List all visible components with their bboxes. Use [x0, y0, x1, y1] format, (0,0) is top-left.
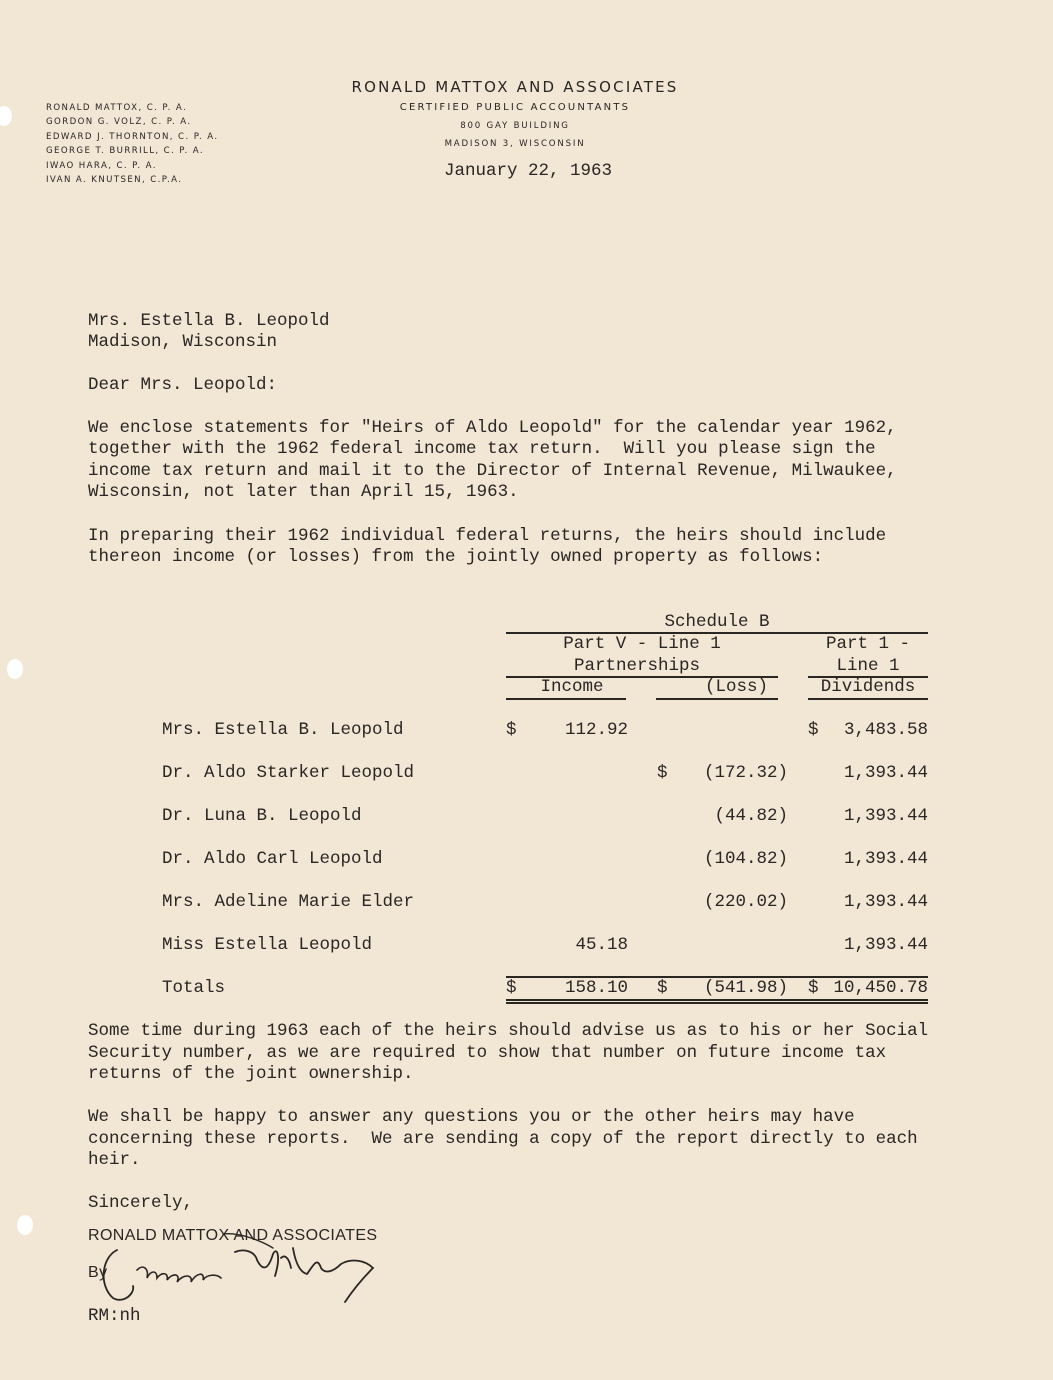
total-income: 158.10	[564, 978, 628, 998]
partner-name: IVAN A. KNUTSEN, C.P.A.	[46, 175, 183, 186]
dividends-dollar-sign: $	[808, 720, 819, 740]
partner-name: IWAO HARA, C. P. A.	[46, 160, 157, 171]
paragraph-1-line: Wisconsin, not later than April 15, 1963.	[88, 482, 519, 502]
paragraph-1-line: income tax return and mail it to the Director of Internal Revenue, Milwaukee,	[88, 461, 897, 481]
loss-value: (44.82)	[714, 806, 788, 826]
income-value: 112.92	[564, 720, 628, 740]
heir-name: Dr. Luna B. Leopold	[162, 806, 362, 826]
total-dividends: 10,450.78	[833, 978, 928, 998]
loss-dollar-sign: $	[657, 978, 668, 998]
part-1-subheading: Line 1	[836, 656, 900, 676]
loss-dollar-sign: $	[657, 763, 668, 783]
dividends-dollar-sign: $	[808, 978, 819, 998]
recipient-city: Madison, Wisconsin	[88, 332, 278, 352]
firm-name: RONALD MATTOX AND ASSOCIATES	[351, 78, 679, 96]
loss-header-rule	[656, 698, 778, 700]
col-dividends-header: Dividends	[820, 677, 916, 697]
income-dollar-sign: $	[506, 978, 517, 998]
partner-name: GEORGE T. BURRILL, C. P. A.	[46, 146, 205, 157]
totals-bottom-rule	[506, 999, 928, 1001]
dividends-value: 3,483.58	[843, 720, 928, 740]
part-v-subheading: Partnerships	[573, 656, 701, 676]
heir-name: Mrs. Estella B. Leopold	[162, 720, 404, 740]
heir-name: Mrs. Adeline Marie Elder	[162, 892, 415, 912]
paragraph-4-line: We shall be happy to answer any questions you or the other heirs may have	[88, 1107, 855, 1127]
handwritten-signature	[95, 1228, 395, 1308]
schedule-title: Schedule B	[664, 612, 770, 632]
paragraph-4-line: heir.	[88, 1150, 141, 1170]
paragraph-3-line: Security number, as we are required to show that number on future income tax	[88, 1043, 887, 1063]
income-header-rule	[506, 698, 626, 700]
dividends-value: 1,393.44	[843, 935, 928, 955]
heir-name: Dr. Aldo Carl Leopold	[162, 849, 383, 869]
salutation: Dear Mrs. Leopold:	[88, 375, 278, 395]
typist-initials: RM:nh	[88, 1306, 141, 1326]
punch-hole-middle	[7, 659, 23, 679]
letter-date: January 22, 1963	[444, 161, 613, 181]
col-income-header: Income	[540, 677, 604, 697]
signature-by: By	[88, 1264, 108, 1281]
firm-address-line1: 800 GAY BUILDING	[460, 121, 570, 131]
part-v-heading: Part V - Line 1	[563, 634, 721, 654]
signature-firm: RONALD MATTOX AND ASSOCIATES	[88, 1227, 378, 1244]
recipient-name: Mrs. Estella B. Leopold	[88, 311, 330, 331]
heir-name: Miss Estella Leopold	[162, 935, 373, 955]
partner-name: EDWARD J. THORNTON, C. P. A.	[46, 131, 219, 142]
dividends-value: 1,393.44	[843, 892, 928, 912]
part-1-heading: Part 1 -	[825, 634, 910, 654]
col-loss-header: (Loss)	[704, 677, 768, 697]
totals-double-rule	[506, 1002, 928, 1004]
dividends-value: 1,393.44	[843, 763, 928, 783]
loss-value: (104.82)	[703, 849, 788, 869]
loss-value: (172.32)	[703, 763, 788, 783]
income-dollar-sign: $	[506, 720, 517, 740]
paragraph-4-line: concerning these reports. We are sending a copy of the report directly to each	[88, 1129, 918, 1149]
heir-name: Dr. Aldo Starker Leopold	[162, 763, 415, 783]
dividends-value: 1,393.44	[843, 849, 928, 869]
totals-label: Totals	[162, 978, 226, 998]
loss-value: (220.02)	[703, 892, 788, 912]
partner-name: RONALD MATTOX, C. P. A.	[46, 103, 188, 113]
paragraph-3-line: returns of the joint ownership.	[88, 1064, 414, 1084]
partner-name: GORDON G. VOLZ, C. P. A.	[46, 117, 192, 128]
firm-address-line2: MADISON 3, WISCONSIN	[444, 139, 586, 149]
total-loss: (541.98)	[703, 978, 788, 998]
firm-subtitle: CERTIFIED PUBLIC ACCOUNTANTS	[399, 102, 631, 113]
paragraph-1-line: together with the 1962 federal income tax return. Will you please sign the	[88, 439, 876, 459]
punch-hole-top	[0, 106, 12, 126]
punch-hole-bottom	[17, 1215, 33, 1235]
paragraph-2-line: thereon income (or losses) from the jointly owned property as follows:	[88, 547, 824, 567]
income-value: 45.18	[575, 935, 628, 955]
paragraph-2-line: In preparing their 1962 individual federal returns, the heirs should include	[88, 526, 887, 546]
dividends-value: 1,393.44	[843, 806, 928, 826]
paragraph-1-line: We enclose statements for "Heirs of Aldo Leopold" for the calendar year 1962,	[88, 418, 897, 438]
paragraph-3-line: Some time during 1963 each of the heirs should advise us as to his or her Social	[88, 1021, 929, 1041]
dividends-header-rule	[808, 698, 928, 700]
closing: Sincerely,	[88, 1193, 194, 1213]
partner-list	[46, 101, 218, 187]
